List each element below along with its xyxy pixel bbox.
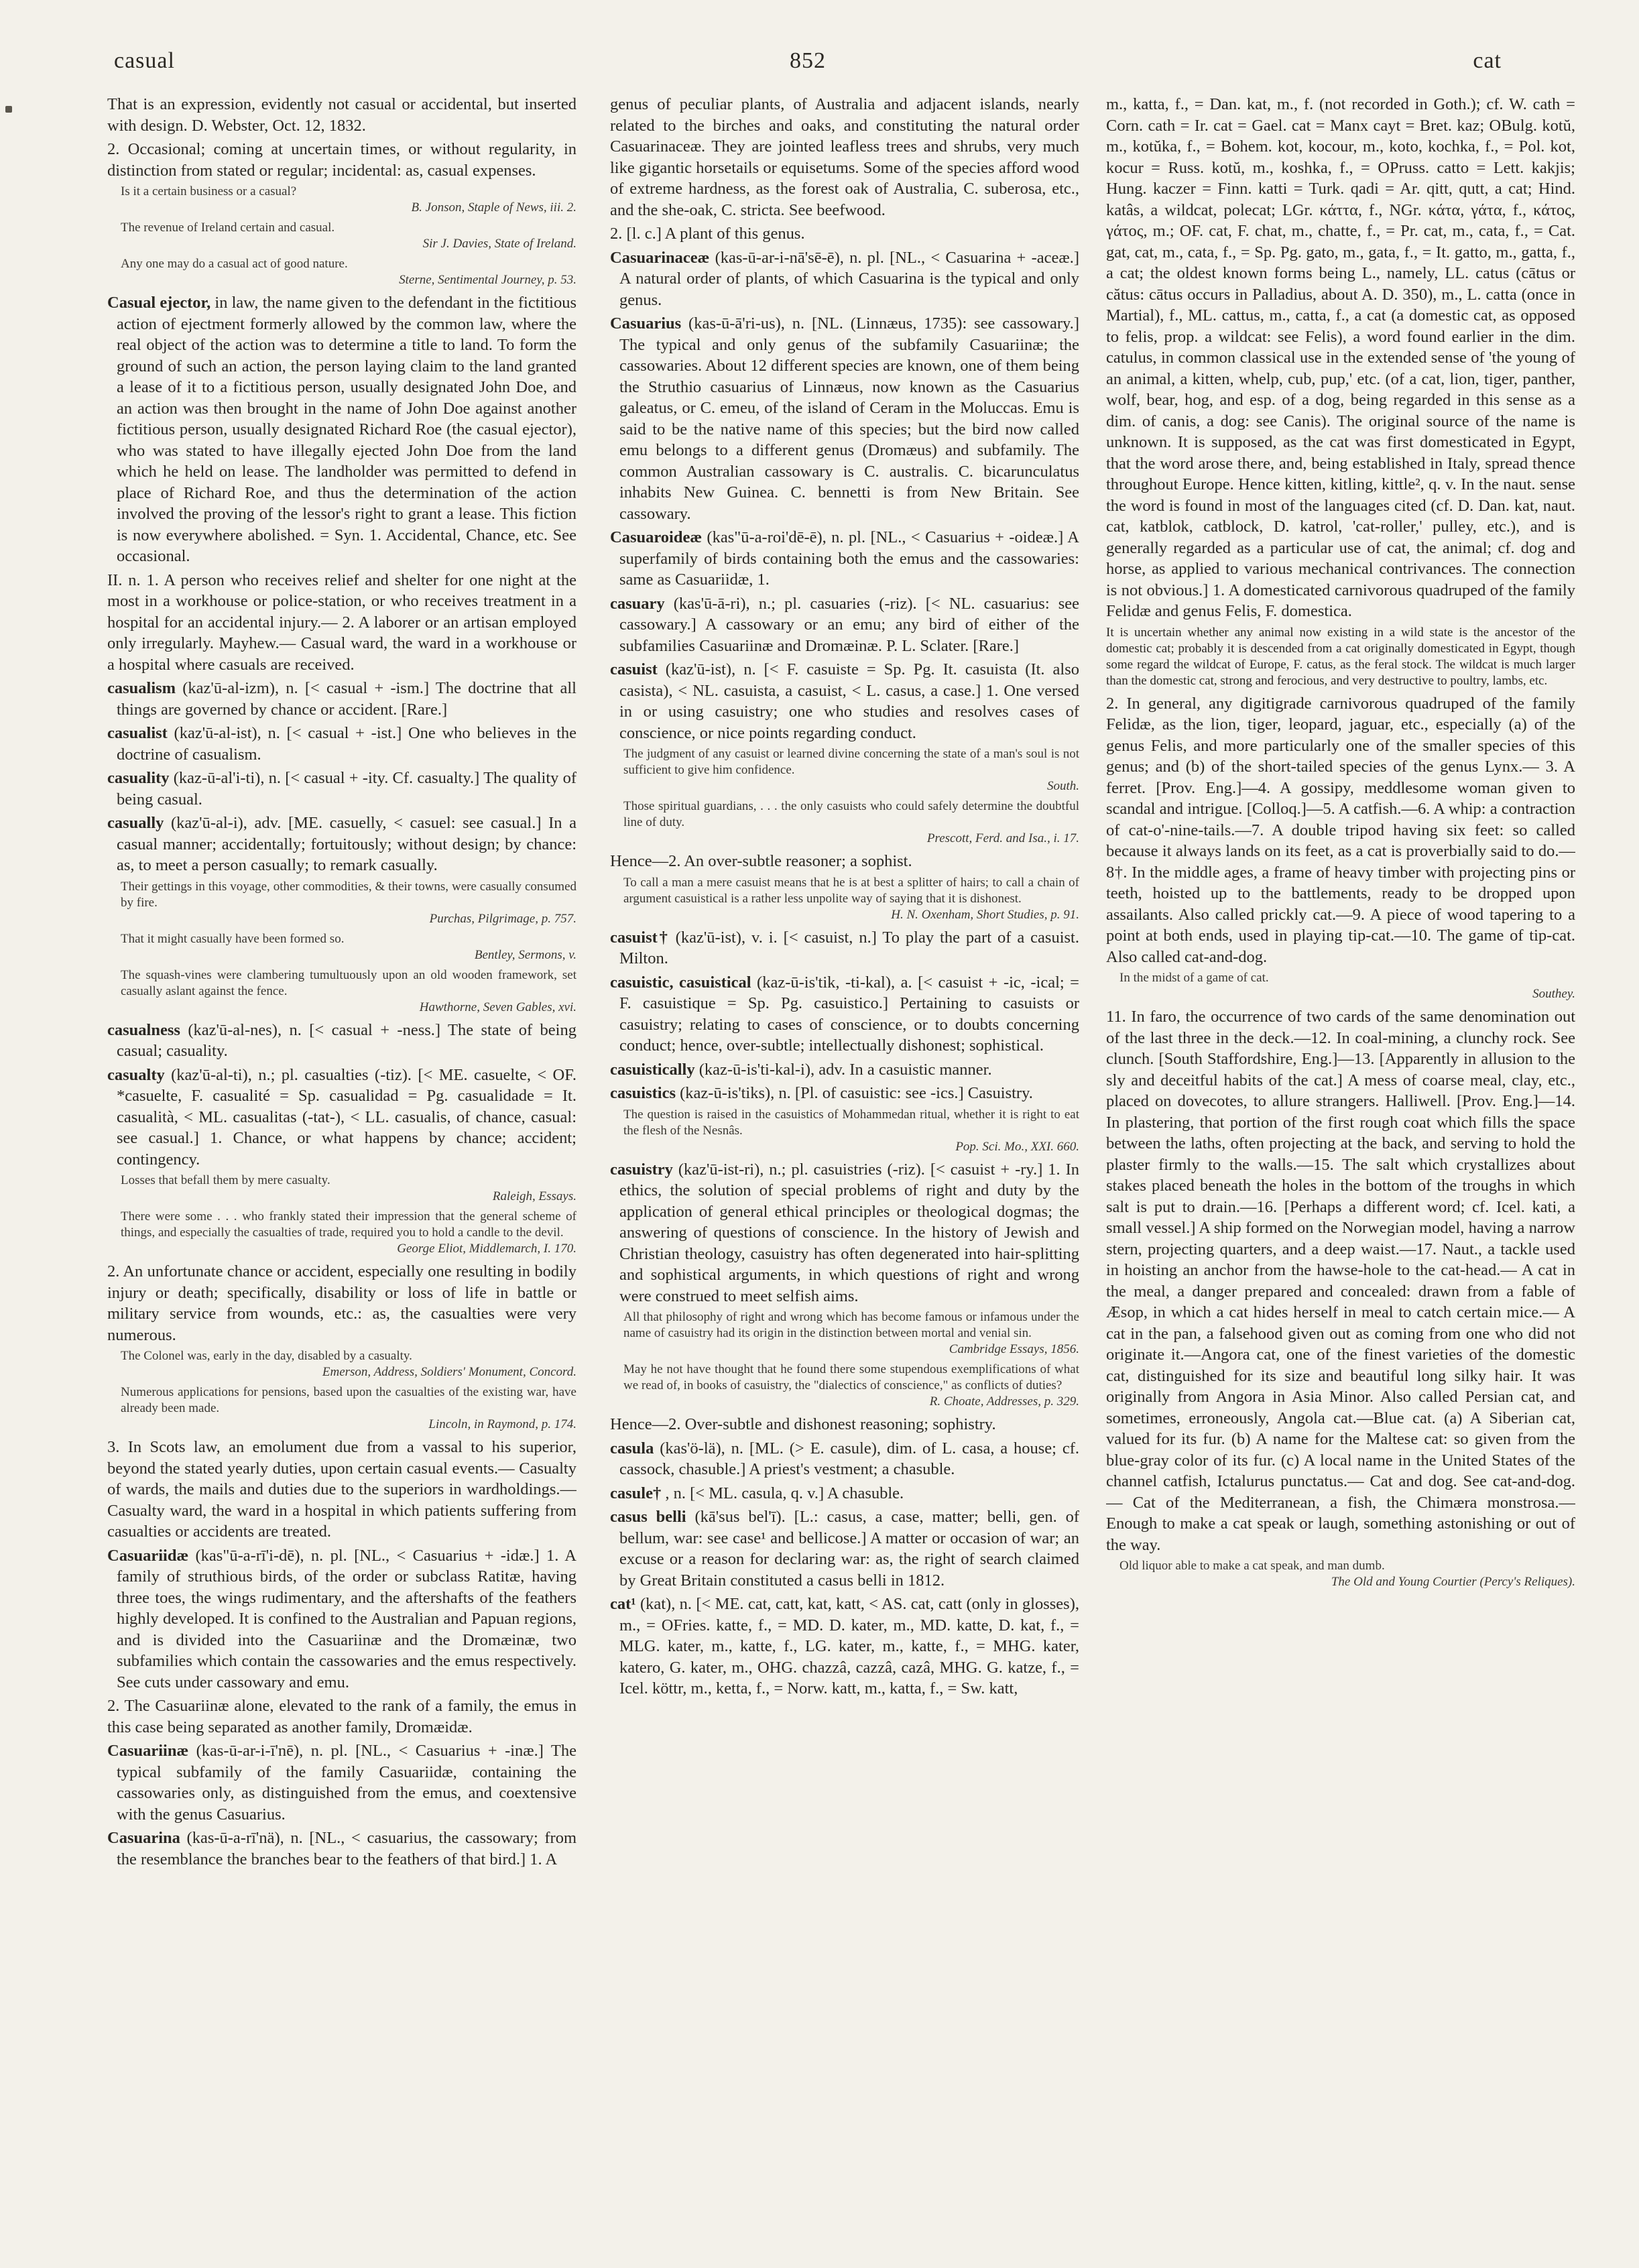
- headword: casualism: [107, 679, 176, 697]
- citation-quote: That it might casually have been formed so.: [121, 931, 345, 946]
- definition-sense: 3. In Scots law, an emolument due from a vassal to his superior, beyond the stated yearly duties, upon certain casual events.— Casualty of wards, the mails and duties due to the superiors in wardholdings.— Casualty ward, the ward in a hospital in which patients suffering from casualties or accidents are treated.: [107, 1438, 576, 1541]
- citation-quote: The judgment of any casuist or learned divine concerning the state of a man's soul is not sufficient to give him confidence.: [623, 747, 1079, 777]
- dictionary-entry: [107, 678, 576, 720]
- citation-source: Cambridge Essays, 1856.: [949, 1342, 1079, 1356]
- entry-definition: (kaz'ū-ist-ri), n.; pl. casuistries (-riz). [< casuist + -ry.] 1. In ethics, the solution of special problems of right and duty by the application of general ethical principles or theological dogmas; the answering of questions of conscience. In the history of Jewish and Christian theology, casuistry has often degenerated into hair-splitting and sophistical arguments, in which questions of right and wrong were construed to meet selfish aims.: [619, 1160, 1079, 1305]
- citation-source: H. N. Oxenham, Short Studies, p. 91.: [891, 907, 1079, 922]
- dictionary-entry: [107, 723, 576, 765]
- dictionary-entry: [107, 1065, 576, 1171]
- citation-quote: Their gettings in this voyage, other commodities, & their towns, were casually consumed by fire.: [121, 879, 576, 910]
- citation-source: Hawthorne, Seven Gables, xvi.: [419, 1000, 576, 1014]
- citation-source: Lincoln, in Raymond, p. 174.: [428, 1417, 576, 1431]
- citation: [107, 931, 576, 963]
- citation-source: Emerson, Address, Soldiers' Monument, Concord.: [322, 1365, 576, 1379]
- headword: casuistically: [610, 1060, 695, 1079]
- dictionary-entry: [610, 1059, 1079, 1081]
- entry-definition: , n. [< ML. casula, q. v.] A chasuble.: [661, 1484, 904, 1502]
- dictionary-entry: [610, 972, 1079, 1057]
- definition-sense: II. n. 1. A person who receives relief and shelter for one night at the most in a workhouse or police-station, or who receives treatment in a hospital for an accidental injury.— 2. A laborer or an artisan employed only irregularly. Mayhew.— Casual ward, the ward in a workhouse or a hospital where casuals are received.: [107, 571, 576, 674]
- dictionary-entry: [610, 1506, 1079, 1591]
- headword: casualist: [107, 724, 168, 742]
- citation: [107, 879, 576, 927]
- entry-definition: (kas'ū-ā-ri), n.; pl. casuaries (-riz). [< NL. casuarius: see cassowary.] A cassowary or an emu; any bird of either of the subfamilies Casuariinæ and Dromæinæ. P. L. Sclater. [Rare.]: [619, 594, 1079, 655]
- citation-source: Raleigh, Essays.: [492, 1189, 576, 1203]
- citation-source: B. Jonson, Staple of News, iii. 2.: [411, 200, 576, 215]
- entry-definition: (kā'sus bel'ī). [L.: casus, a case, matter; belli, gen. of bellum, war: see case¹ and bellicose.] A matter or occasion of war; an excuse or a reason for declaring war: as, the right of search claimed by Great Britain constituted a casus belli in 1812.: [619, 1508, 1079, 1590]
- citation: [107, 1209, 576, 1257]
- dictionary-entry: [610, 659, 1079, 743]
- citation: [107, 1384, 576, 1433]
- citation-source: Bentley, Sermons, v.: [474, 947, 576, 962]
- column-left: [107, 94, 576, 2239]
- entry-definition: (kaz-ū-is'ti-kal-i), adv. In a casuistic manner.: [694, 1060, 992, 1079]
- entry-definition: (kaz'ū-al-nes), n. [< casual + -ness.] The state of being casual; casuality.: [117, 1020, 576, 1060]
- dictionary-entry: [107, 1828, 576, 1870]
- entry-definition: (kaz-ū-al'i-ti), n. [< casual + -ity. Cf. casualty.] The quality of being casual.: [117, 769, 576, 809]
- entry-definition: (kaz-ū-is'tik, -ti-kal), a. [< casuist + -ic, -ical; = F. casuistique = Sp. Pg. casuistico.] Pertaining to casuists or casuistry; relating to cases of conscience, or to doubts concerning conduct; hence, over-subtle; intellectually dishonest; sophistical.: [619, 973, 1079, 1055]
- entry-definition: (kaz'ū-al-ti), n.; pl. casualties (-tiz). [< ME. casuelte, < OF. *casuelte, F. casualité = Sp. casualidad = Pg. casualidade = It. casualità, < ML. casualitas (-tat-), < LL. casualis, of chance, casual: see casual.] 1. Chance, or what happens by chance; accident; contingency.: [117, 1065, 576, 1169]
- entry-definition: (kat), n. [< ME. cat, catt, kat, katt, < AS. cat, catt (only in glosses), m., = OFries. katte, f., = MD. D. kater, m., MD. katte, D. kat, f., = MLG. kater, m., katte, f., LG. kater, m., katte, f., = MHG. kater, katero, G. kater, m., OHG. chazzâ, cazzâ, cazâ, MHG. G. katze, f., = Icel. köttr, m., ketta, f., = Norw. katt, m., katta, f., = Sw. katt,: [619, 1595, 1079, 1697]
- citation-source: Sterne, Sentimental Journey, p. 53.: [399, 273, 576, 287]
- citation-source: George Eliot, Middlemarch, I. 170.: [397, 1242, 576, 1256]
- definition-sense: 2. In general, any digitigrade carnivorous quadruped of the family Felidæ, as the lion, tiger, leopard, jaguar, etc., especially (a) of the genus Felis, and more particularly one of the smaller species of this genus; and (b) of the short-tailed species of the genus Lynx.— 3. A ferret. [Prov. Eng.]—4. A gossipy, meddlesome woman given to scandal and intrigue. [Colloq.]—5. A catfish.—6. A whip: a contraction of cat-o'-nine-tails.—7. A double tripod having six feet: so called because it always lands on its feet, as a cat is proverbially said to do.—8†. In the middle ages, a frame of heavy timber with projecting pins or teeth, hoisted up to the battlements, ready to be dropped upon assailants. Also called prickly cat.—9. A piece of wood tapering to a point at both ends, used in playing tip-cat.—10. The game of tip-cat. Also called cat-and-dog.: [1106, 694, 1575, 966]
- citation: [107, 256, 576, 288]
- citation: [610, 875, 1079, 923]
- dictionary-entry: [610, 247, 1079, 311]
- citation: [610, 746, 1079, 794]
- header-first-word: casual: [114, 48, 175, 73]
- dictionary-entry: [107, 768, 576, 810]
- definition-sense: 2. The Casuariinæ alone, elevated to the rank of a family, the emus in this case being separated as another family, Dromæidæ.: [107, 1697, 576, 1736]
- headword: Casuaroideæ: [610, 528, 703, 546]
- citation-quote: Losses that befall them by mere casualty.: [121, 1173, 330, 1187]
- entry-definition: (kaz'ū-ist), n. [< F. casuiste = Sp. Pg. It. casuista (It. also casista), < NL. casuista, a casuist, < L. casus, a case.] 1. One versed in or using casuistry; one who studies and resolves cases of conscience, or nice points regarding conduct.: [619, 660, 1079, 742]
- citation-quote: Any one may do a casual act of good nature.: [121, 257, 348, 271]
- headword: casuality: [107, 769, 170, 787]
- citation-source: Southey.: [1532, 987, 1575, 1001]
- citation: [1106, 1558, 1575, 1590]
- dictionary-entry: [610, 1438, 1079, 1480]
- citation-source: R. Choate, Addresses, p. 329.: [929, 1394, 1079, 1409]
- headword: Casual ejector,: [107, 294, 211, 312]
- headword: Casuarius: [610, 314, 682, 333]
- headword: casuistry: [610, 1160, 673, 1179]
- entry-definition: (kas"ū-a-roi'dē-ē), n. pl. [NL., < Casuarius + -oideæ.] A superfamily of birds containing both the emus and the cassowaries: same as Casuariidæ, 1.: [619, 528, 1079, 589]
- citation-quote: Numerous applications for pensions, based upon the casualties of the existing war, have already been made.: [121, 1385, 576, 1415]
- citation-quote: To call a man a mere casuist means that he is at best a splitter of hairs; to call a chain of argument casuistical is a rather less unpolite way of saying that it is dishonest.: [623, 875, 1079, 906]
- citation: [610, 1107, 1079, 1155]
- dictionary-entry: [610, 593, 1079, 657]
- headword: Casuarina: [107, 1829, 180, 1847]
- headword: casually: [107, 814, 164, 832]
- definition-sense: 2. An unfortunate chance or accident, especially one resulting in bodily injury or death; specifically, disability or loss of life in battle or military service from wounds, etc.: as, the casualties were very numerous.: [107, 1262, 576, 1344]
- citation-source: Pop. Sci. Mo., XXI. 660.: [955, 1139, 1079, 1154]
- citation-quote: The Colonel was, early in the day, disabled by a casualty.: [121, 1349, 412, 1363]
- entry-definition: (kas-ū-ar-i-ī'nē), n. pl. [NL., < Casuarius + -inæ.] The typical subfamily of the family Casuariidæ, containing the cassowaries only, as distinguished from the emus, and coextensive with the genus Casuarius.: [117, 1742, 576, 1824]
- headword: Casuarinaceæ: [610, 248, 710, 267]
- citation: [107, 220, 576, 252]
- definition-sense: m., katta, f., = Dan. kat, m., f. (not recorded in Goth.); cf. W. cath = Corn. cath = Ir. cat = Gael. cat = Manx cayt = Bret. kaz; OBulg. kotŭ, m., kotŭka, f., = Bohem. kot, kocour, m., koto, kochka, f., = Pol. kot, kocur = Russ. kotŭ, m., koshka, f., = OPruss. catto = Lett. kakjis; Hung. kaczer = Finn. katti = Turk. qadi = Ar. qitt, qutt, a cat; Hind. katâs, a wildcat, polecat; LGr. κάττα, f., NGr. κάτα, γάτα, f., κάτος, γάτος, m.; OF. cat, F. chat, m., chatte, f., = Pr. cat, m., cata, f., = Cat. gat, cat, m., cata, f., = Sp. Pg. gato, m., gata, f., = It. gatto, m., gatta, f., a cat; the oldest known forms being L., namely, LL. catus (cātus or cătus: cātus occurs in Palladius, about A. D. 350), m., L. catta (once in Martial), f., ML. cattus, m., catta, f., a cat (a domestic cat, as opposed to felis, prop. a wildcat: see Felis), a word found earlier in the dim. catulus, in common classical use in the extended sense of 'the young of an animal, a kitten, whelp, cub, pup,' etc. (of a cat, lion, tiger, panther, wolf, bear, hog, and esp. of a dog, being regarded in this sense as a dim. of canis, a dog: see Canis). The original source of the name is unknown. It is supposed, as the cat was first domesticated in Egypt, that the word arose there, and, being established in Italy, spread thence throughout Europe. Hence kitten, kitling, kittle², q. v. In the naut. sense the word is found in most of the languages cited (cf. D. Dan. kat, naut. cat, katblok, catblock, D. katrol, 'cat-roller,' pulley, etc.), and is generally regarded as a particular use of cat, the animal; cf. dog and horse, as applied to various mechanical contrivances. The connection is not obvious.] 1. A domesticated carnivorous quadruped of the family Felidæ and genus Felis, F. domestica.: [1106, 95, 1575, 620]
- citation: [107, 967, 576, 1016]
- headword: Casuariidæ: [107, 1546, 189, 1565]
- dictionary-entry: [610, 1083, 1079, 1104]
- dictionary-entry: [107, 292, 576, 567]
- citation-quote: The squash-vines were clambering tumultuously upon an old wooden framework, set casually aslant against the fence.: [121, 967, 576, 998]
- usage-note: It is uncertain whether any animal now existing in a wild state is the ancestor of the domestic cat; probably it is descended from a cat originally domesticated in Egypt, though some regard the wildcat of Europe, F. catus, as the feral stock. The wildcat is much larger than the domestic cat, strong and ferocious, and very destructive to poultry, lambs, etc.: [1106, 625, 1575, 688]
- citation-source: South.: [1046, 779, 1079, 793]
- dictionary-entry: [610, 313, 1079, 524]
- citation-source: Prescott, Ferd. and Isa., i. 17.: [926, 831, 1079, 845]
- citation-source: Purchas, Pilgrimage, p. 757.: [429, 911, 576, 926]
- citation: [107, 1348, 576, 1380]
- entry-definition: (kaz'ū-ist), v. i. [< casuist, n.] To play the part of a casuist. Milton.: [619, 928, 1079, 967]
- citation: [107, 1173, 576, 1205]
- citation-quote: There were some . . . who frankly stated their impression that the general scheme of things, and especially the casualties of trade, required you to hold a candle to the devil.: [121, 1209, 576, 1240]
- citation-quote: The question is raised in the casuistics of Mohammedan ritual, whether it is right to eat the flesh of the Nesnâs.: [623, 1107, 1079, 1138]
- definition-sense: 11. In faro, the occurrence of two cards of the same denomination out of the last three in the deck.—12. In coal-mining, a clunchy rock. See clunch. [South Staffordshire, Eng.]—13. [Apparently in allusion to the sly and deceitful habits of the cat.] A mess of coarse meal, clay, etc., placed on dovecotes, to allure strangers. Halliwell. [Prov. Eng.]—14. In plastering, that portion of the first rough coat which fills the space between the laths, often projecting at the back, and serving to hold the plaster firmly to the walls.—15. The salt which crystallizes about stakes placed beneath the holes in the bottom of the troughs in which salt is put to drain.—16. [Perhaps a different word; cf. Icel. kati, a small vessel.] A ship formed on the Norwegian model, having a narrow stern, projecting quarters, and a deep waist.—17. Naut., a tackle used in hoisting an anchor from the hawse-hole to the cat-head.— A cat in the meal, a danger prepared and concealed: drawn from a fable of Æsop, in which a cat hides herself in meal to catch certain mice.— A cat in the pan, a falsehood given out as coming from one who did not originate it.—Angora cat, one of the finest varieties of the domestic cat, distinguished for its size and beautiful long silky hair. It was originally from Angora in Asia Minor. Also called Persian cat, and sometimes, erroneously, Angola cat.—Blue cat. (a) A Siberian cat, valued for its fur. (b) A name for the Maltese cat: so given from the blue-gray color of its fur. (c) A local name in the United States of the channel catfish, Ictalurus punctatus.— Cat and dog. See cat-and-dog.— Cat of the Mediterranean, a fish, the Chimæra monstrosa.— Enough to make a cat speak or laugh, something astonishing or out of the way.: [1106, 1008, 1575, 1554]
- citation: [610, 798, 1079, 847]
- entry-definition: (kas-ū-ā'ri-us), n. [NL. (Linnæus, 1735): see cassowary.] The typical and only genus of the subfamily Casuariinæ; the cassowaries. About 12 different species are known, one of them being the Struthio casuarius of Linnæus, now known as the Casuarius galeatus, or C. emeu, of the island of Ceram in the Moluccas. Emu is said to be the native name of this species; but the bird now called emu belongs to a different genus (Dromæus) and subfamily. The common Australian cassowary is C. australis. C. bicarunculatus inhabits New Guinea. C. bennetti is from New Britain. See cassowary.: [619, 314, 1079, 523]
- entry-definition: (kaz'ū-al-ist), n. [< casual + -ist.] One who believes in the doctrine of casualism.: [117, 724, 576, 764]
- dictionary-entry: [610, 927, 1079, 969]
- headword: casuist†: [610, 928, 670, 947]
- entry-definition: (kas"ū-a-rī'i-dē), n. pl. [NL., < Casuarius + -idæ.] 1. A family of struthious birds, of the order or subclass Ratitæ, having three toes, the wings rudimentary, and the aftershafts of the feathers highly developed. It is confined to the Australian and Papuan regions, and is divided into the Casuariinæ and the Dromæinæ, two subfamilies which contain the cassowaries and the emus respectively. See cuts under cassowary and emu.: [117, 1546, 576, 1691]
- dictionary-entry: [107, 1020, 576, 1062]
- column-right: [1106, 94, 1575, 2239]
- entry-definition: (kas-ū-a-rī'nä), n. [NL., < casuarius, the cassowary; from the resemblance the branches bear to the feathers of that bird.] 1. A: [117, 1829, 576, 1868]
- definition-sense: 2. Occasional; coming at uncertain times, or without regularity, in distinction from stated or regular; incidental: as, casual expenses.: [107, 140, 576, 180]
- entry-definition: in law, the name given to the defendant in the fictitious action of ejectment formerly allowed by the common law, where the real object of the action was to determine a title to land. To form the ground of such an action, the person laying claim to the land granted a lease of it to a fictitious person, usually designated John Doe, and an action was then brought in the name of John Doe against another fictitious person, usually designated Richard Roe (the casual ejector), who was stated to have illegally ejected John Doe from the land which he held on lease. The landholder was permitted to defend in place of Richard Roe, and thus the determination of the action involved the proving of the lessor's right to grant a lease. This fiction is now everywhere abolished. = Syn. 1. Accidental, Chance, etc. See occasional.: [117, 294, 576, 565]
- headword: Casuariinæ: [107, 1742, 189, 1760]
- citation-quote: The revenue of Ireland certain and casual.: [121, 221, 335, 235]
- headword: casule†: [610, 1484, 662, 1502]
- header-last-word: cat: [1473, 48, 1502, 73]
- headword: casuist: [610, 660, 658, 678]
- headword: cat¹: [610, 1595, 636, 1613]
- entry-definition: (kaz-ū-is'tiks), n. [Pl. of casuistic: see -ics.] Casuistry.: [676, 1084, 1033, 1102]
- headword: casualness: [107, 1020, 180, 1039]
- citation: [610, 1309, 1079, 1358]
- dictionary-entry: [610, 1159, 1079, 1307]
- citation: [1106, 970, 1575, 1002]
- citation-quote: May he not have thought that he found there some stupendous exemplifications of what we read of, in books of casuistry, the "dialectics of conscience," as conflicts of duties?: [623, 1362, 1079, 1392]
- column-middle: [610, 94, 1079, 2239]
- definition-sense: That is an expression, evidently not casual or accidental, but inserted with design. D. Webster, Oct. 12, 1832.: [107, 95, 576, 135]
- dictionary-entry: [107, 813, 576, 876]
- citation-quote: Is it a certain business or a casual?: [121, 184, 297, 198]
- citation-quote: Those spiritual guardians, . . . the only casuists who could safely determine the doubtful line of duty.: [623, 799, 1079, 829]
- definition-sense: Hence—2. Over-subtle and dishonest reasoning; sophistry.: [610, 1415, 996, 1433]
- citation: [610, 1362, 1079, 1410]
- citation-quote: Old liquor able to make a cat speak, and man dumb.: [1119, 1559, 1385, 1573]
- margin-mark: [5, 106, 12, 113]
- entry-definition: (kaz'ū-al-i), adv. [ME. casuelly, < casuel: see casual.] In a casual manner; accidentally; fortuitously; without design; by chance: as, to meet a person casually; to remark casually.: [117, 814, 576, 874]
- entry-definition: (kaz'ū-al-izm), n. [< casual + -ism.] The doctrine that all things are governed by chance or accident. [Rare.]: [117, 679, 576, 719]
- dictionary-entry: [610, 527, 1079, 591]
- headword: casuistic, casuistical: [610, 973, 751, 992]
- citation-source: Sir J. Davies, State of Ireland.: [422, 237, 576, 251]
- dictionary-entry: [107, 1545, 576, 1693]
- citation-quote: All that philosophy of right and wrong which has become famous or infamous under the name of casuistry had its origin in the distinction between mortal and venial sin.: [623, 1310, 1079, 1340]
- dictionary-entry: [610, 1594, 1079, 1699]
- definition-sense: genus of peculiar plants, of Australia and adjacent islands, nearly related to the birches and oaks, and constituting the natural order Casuarinaceæ. They are jointed leafless trees and shrubs, very much like gigantic horsetails or equisetums. Some of the species afford wood of extreme hardness, as the forest oak of Australia, C. suberosa, etc., and the she-oak, C. stricta. See beefwood.: [610, 95, 1079, 219]
- headword: casuary: [610, 594, 665, 613]
- headword: casus belli: [610, 1508, 686, 1526]
- headword: casula: [610, 1439, 654, 1457]
- citation-source: The Old and Young Courtier (Percy's Reliques).: [1331, 1575, 1575, 1589]
- page-number: 852: [790, 48, 826, 73]
- entry-definition: (kas'ö-lä), n. [ML. (> E. casule), dim. of L. casa, a house; cf. cassock, chasuble.] A priest's vestment; a chasuble.: [619, 1439, 1079, 1478]
- citation: [107, 184, 576, 216]
- dictionary-entry: [107, 1740, 576, 1825]
- page-header: [90, 48, 1562, 82]
- definition-sense: 2. [l. c.] A plant of this genus.: [610, 225, 805, 243]
- headword: casualty: [107, 1065, 165, 1084]
- dictionary-entry: [610, 1483, 1079, 1504]
- headword: casuistics: [610, 1084, 676, 1102]
- citation-quote: In the midst of a game of cat.: [1119, 971, 1269, 985]
- entry-definition: (kas-ū-ar-i-nā'sē-ē), n. pl. [NL., < Casuarina + -aceæ.] A natural order of plants, of which Casuarina is the typical and only genus.: [619, 248, 1079, 309]
- definition-sense: Hence—2. An over-subtle reasoner; a sophist.: [610, 852, 912, 870]
